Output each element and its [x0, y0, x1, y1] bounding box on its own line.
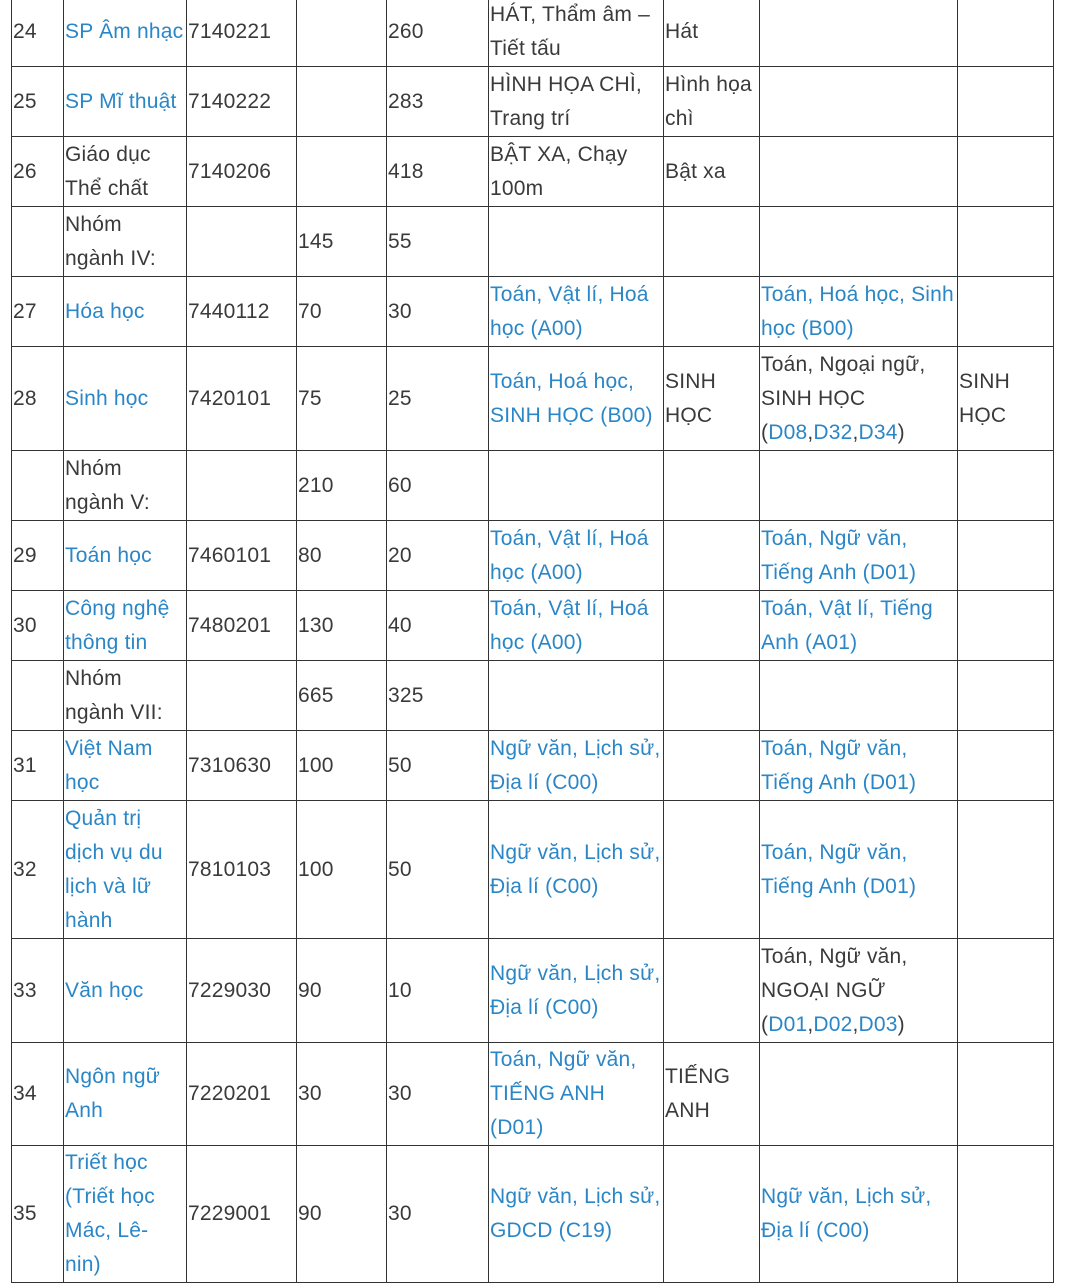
to-hop-1-cell[interactable]	[489, 1146, 664, 1283]
major-link[interactable]: Công nghệ thông tin	[65, 596, 170, 654]
subject-combo-link[interactable]: D01	[768, 1012, 808, 1036]
major-name: Nhóm ngành V:	[65, 456, 150, 514]
chi-tieu-1-cell	[297, 207, 387, 277]
subject-combo-text: ,	[807, 420, 814, 444]
mon-chinh-1-cell	[664, 0, 760, 67]
table-row	[12, 451, 1054, 521]
subject-combo-link[interactable]: D02	[813, 1012, 853, 1036]
mon-chinh-2-cell	[958, 939, 1054, 1043]
mon-chinh-2-cell	[958, 1043, 1054, 1146]
subject-combo-link[interactable]: Toán, Hoá học, Sinh học (B00)	[761, 282, 954, 340]
table-row	[12, 731, 1054, 801]
nganh-cell	[64, 137, 187, 207]
major-link[interactable]: Sinh học	[65, 386, 149, 410]
nganh-cell[interactable]	[64, 1146, 187, 1283]
chi-tieu-2-cell	[387, 451, 489, 521]
stt-cell	[12, 591, 64, 661]
table-row	[12, 801, 1054, 939]
ma-nganh-cell	[187, 939, 297, 1043]
chi-tieu-2-cell	[387, 347, 489, 451]
to-hop-1-cell	[489, 0, 664, 67]
quota-2: 50	[388, 753, 412, 777]
major-code: 7480201	[188, 613, 272, 637]
subject-combo-link[interactable]: D03	[858, 1012, 898, 1036]
ma-nganh-cell	[187, 661, 297, 731]
quota-2: 20	[388, 543, 412, 567]
major-link[interactable]: Ngôn ngữ Anh	[65, 1065, 161, 1122]
major-name: Nhóm ngành IV:	[65, 212, 156, 270]
quota-1: 75	[298, 386, 322, 410]
mon-chinh-1-cell	[664, 1043, 760, 1146]
mon-chinh-1-cell	[664, 801, 760, 939]
to-hop-2-cell	[760, 451, 958, 521]
major-link[interactable]: Toán học	[65, 543, 152, 567]
quota-1: 80	[298, 543, 322, 567]
nganh-cell[interactable]	[64, 67, 187, 137]
chi-tieu-2-cell	[387, 207, 489, 277]
chi-tieu-2-cell	[387, 731, 489, 801]
subject-combo-text: HÌNH HỌA CHÌ, Trang trí	[490, 72, 642, 130]
subject-combo-text: ,	[807, 1012, 814, 1036]
table-row	[12, 521, 1054, 591]
chi-tieu-2-cell	[387, 137, 489, 207]
quota-2: 25	[388, 386, 412, 410]
mon-chinh-2-cell	[958, 207, 1054, 277]
quota-1: 145	[298, 229, 334, 253]
nganh-cell[interactable]	[64, 939, 187, 1043]
chi-tieu-2-cell	[387, 661, 489, 731]
subject-combo-text: ,	[852, 1012, 859, 1036]
mon-chinh-2-cell	[958, 0, 1054, 67]
table-row	[12, 277, 1054, 347]
chi-tieu-1-cell	[297, 731, 387, 801]
stt-cell	[12, 277, 64, 347]
quota-2: 30	[388, 1202, 412, 1225]
to-hop-2-cell[interactable]	[760, 277, 958, 347]
stt-cell	[12, 451, 64, 521]
mon-chinh-2-cell	[958, 1146, 1054, 1283]
row-number: 29	[13, 543, 37, 567]
table-row	[12, 939, 1054, 1043]
row-number: 32	[13, 857, 37, 881]
subject-combo-link[interactable]: Toán, Vật lí, Hoá học (A00)	[490, 596, 649, 654]
to-hop-2-cell[interactable]	[760, 731, 958, 801]
main-subject-2: SINH HỌC	[959, 369, 1010, 427]
nganh-cell	[64, 451, 187, 521]
main-subject-1: TIẾNG ANH	[665, 1065, 731, 1122]
mon-chinh-2-cell	[958, 137, 1054, 207]
quota-2: 260	[388, 19, 424, 43]
to-hop-2-cell[interactable]	[760, 801, 958, 939]
chi-tieu-1-cell	[297, 939, 387, 1043]
chi-tieu-1-cell	[297, 277, 387, 347]
subject-combo-text: )	[897, 1012, 905, 1036]
nganh-cell[interactable]	[64, 521, 187, 591]
main-subject-1: Bật xa	[665, 159, 726, 183]
major-name: Nhóm ngành VII:	[65, 666, 163, 724]
row-number: 34	[13, 1082, 37, 1105]
nganh-cell[interactable]	[64, 591, 187, 661]
major-code: 7229001	[188, 1202, 272, 1225]
chi-tieu-1-cell	[297, 1043, 387, 1146]
to-hop-1-cell	[489, 207, 664, 277]
major-code: 7140222	[188, 89, 272, 113]
mon-chinh-2-cell	[958, 67, 1054, 137]
quota-1: 665	[298, 683, 334, 707]
table-row	[12, 1146, 1054, 1283]
table-row	[12, 591, 1054, 661]
to-hop-1-cell[interactable]	[489, 801, 664, 939]
nganh-cell	[64, 207, 187, 277]
quota-1: 130	[298, 613, 334, 637]
table-row	[12, 347, 1054, 451]
subject-combo-link[interactable]: Ngữ văn, Lịch sử, Địa lí (C00)	[761, 1185, 932, 1242]
quota-2: 30	[388, 1082, 412, 1105]
row-number: 31	[13, 753, 37, 777]
subject-combo-link[interactable]: D32	[813, 420, 853, 444]
chi-tieu-1-cell	[297, 67, 387, 137]
row-number: 26	[13, 159, 37, 183]
stt-cell	[12, 939, 64, 1043]
ma-nganh-cell	[187, 521, 297, 591]
table-row	[12, 137, 1054, 207]
subject-combo-link[interactable]: Ngữ văn, Lịch sử, GDCD (C19)	[490, 1185, 661, 1242]
chi-tieu-2-cell	[387, 1146, 489, 1283]
major-code: 7140221	[188, 19, 272, 43]
subject-combo-text: BẬT XA, Chạy 100m	[490, 142, 628, 200]
nganh-cell[interactable]	[64, 347, 187, 451]
mon-chinh-1-cell	[664, 347, 760, 451]
quota-2: 283	[388, 89, 424, 113]
mon-chinh-2-cell	[958, 801, 1054, 939]
quota-1: 100	[298, 857, 334, 881]
chi-tieu-2-cell	[387, 521, 489, 591]
to-hop-2-cell[interactable]	[760, 591, 958, 661]
table-row	[12, 661, 1054, 731]
to-hop-2-cell	[760, 67, 958, 137]
subject-combo-link[interactable]: Toán, Vật lí, Tiếng Anh (A01)	[761, 596, 933, 654]
mon-chinh-1-cell	[664, 661, 760, 731]
major-code: 7310630	[188, 753, 272, 777]
major-link[interactable]: Văn học	[65, 978, 144, 1002]
mon-chinh-1-cell	[664, 277, 760, 347]
row-number: 30	[13, 613, 37, 637]
mon-chinh-2-cell	[958, 661, 1054, 731]
subject-combo-text: ,	[852, 420, 859, 444]
main-subject-1: Hát	[665, 19, 699, 43]
stt-cell	[12, 137, 64, 207]
to-hop-2-cell[interactable]	[760, 347, 958, 451]
stt-cell	[12, 1043, 64, 1146]
ma-nganh-cell	[187, 347, 297, 451]
stt-cell	[12, 67, 64, 137]
to-hop-2-cell	[760, 1043, 958, 1146]
chi-tieu-1-cell	[297, 801, 387, 939]
to-hop-2-cell[interactable]	[760, 939, 958, 1043]
nganh-cell[interactable]	[64, 801, 187, 939]
chi-tieu-2-cell	[387, 801, 489, 939]
subject-combo-link[interactable]: Toán, Ngữ văn, TIẾNG ANH (D01)	[490, 1048, 637, 1139]
subject-combo-text: HÁT, Thẩm âm – Tiết tấu	[490, 2, 650, 60]
major-link[interactable]: Quản trị dịch vụ du lịch và lữ hành	[65, 806, 163, 932]
quota-1: 30	[298, 1082, 322, 1105]
admissions-table	[11, 0, 1054, 1283]
ma-nganh-cell	[187, 67, 297, 137]
quota-1: 90	[298, 1202, 322, 1225]
ma-nganh-cell	[187, 451, 297, 521]
mon-chinh-1-cell	[664, 137, 760, 207]
to-hop-1-cell[interactable]	[489, 1043, 664, 1146]
stt-cell	[12, 521, 64, 591]
quota-1: 100	[298, 753, 334, 777]
quota-2: 60	[388, 473, 412, 497]
row-number: 27	[13, 299, 37, 323]
major-code: 7220201	[188, 1082, 272, 1105]
chi-tieu-2-cell	[387, 67, 489, 137]
mon-chinh-1-cell	[664, 1146, 760, 1283]
to-hop-1-cell[interactable]	[489, 521, 664, 591]
to-hop-2-cell	[760, 661, 958, 731]
to-hop-1-cell[interactable]	[489, 347, 664, 451]
table-row	[12, 1043, 1054, 1146]
to-hop-1-cell[interactable]	[489, 277, 664, 347]
mon-chinh-2-cell	[958, 347, 1054, 451]
stt-cell	[12, 207, 64, 277]
major-code: 7140206	[188, 159, 272, 183]
quota-2: 325	[388, 683, 424, 707]
subject-combo-link[interactable]: D34	[858, 420, 898, 444]
table-row	[12, 207, 1054, 277]
ma-nganh-cell	[187, 1043, 297, 1146]
mon-chinh-2-cell	[958, 277, 1054, 347]
admissions-table-wrapper	[11, 0, 1054, 1283]
subject-combo-text: Toán, Ngữ văn, NGOẠI NGỮ (	[761, 944, 908, 1036]
stt-cell	[12, 731, 64, 801]
chi-tieu-1-cell	[297, 451, 387, 521]
to-hop-1-cell[interactable]	[489, 731, 664, 801]
subject-combo-link[interactable]: D08	[768, 420, 808, 444]
table-row	[12, 67, 1054, 137]
ma-nganh-cell	[187, 277, 297, 347]
quota-2: 10	[388, 978, 412, 1002]
mon-chinh-1-cell	[664, 521, 760, 591]
subject-combo-link[interactable]: Toán, Hoá học, SINH HỌC (B00)	[490, 369, 653, 427]
quota-2: 30	[388, 299, 412, 323]
subject-combo-link[interactable]: Toán, Ngữ văn, Tiếng Anh (D01)	[761, 736, 917, 794]
chi-tieu-1-cell	[297, 347, 387, 451]
chi-tieu-2-cell	[387, 0, 489, 67]
chi-tieu-2-cell	[387, 277, 489, 347]
to-hop-2-cell	[760, 0, 958, 67]
row-number: 33	[13, 978, 37, 1002]
nganh-cell[interactable]	[64, 277, 187, 347]
chi-tieu-1-cell	[297, 137, 387, 207]
row-number: 28	[13, 386, 37, 410]
major-link[interactable]: Việt Nam học	[65, 736, 153, 794]
chi-tieu-2-cell	[387, 1043, 489, 1146]
subject-combo-link[interactable]: Toán, Ngữ văn, Tiếng Anh (D01)	[761, 840, 917, 898]
subject-combo-link[interactable]: Ngữ văn, Lịch sử, Địa lí (C00)	[490, 840, 661, 898]
nganh-cell[interactable]	[64, 731, 187, 801]
major-code: 7810103	[188, 857, 272, 881]
ma-nganh-cell	[187, 207, 297, 277]
subject-combo-link[interactable]: Toán, Vật lí, Hoá học (A00)	[490, 526, 649, 584]
quota-2: 50	[388, 857, 412, 881]
quota-1: 210	[298, 473, 334, 497]
major-link[interactable]: Triết học (Triết học Mác, Lê-nin)	[65, 1151, 155, 1276]
major-code: 7229030	[188, 978, 272, 1002]
quota-2: 418	[388, 159, 424, 183]
mon-chinh-2-cell	[958, 521, 1054, 591]
stt-cell	[12, 661, 64, 731]
row-number: 35	[13, 1202, 37, 1225]
to-hop-2-cell	[760, 137, 958, 207]
to-hop-1-cell[interactable]	[489, 939, 664, 1043]
major-code: 7420101	[188, 386, 272, 410]
to-hop-1-cell	[489, 137, 664, 207]
ma-nganh-cell	[187, 731, 297, 801]
to-hop-1-cell	[489, 67, 664, 137]
subject-combo-link[interactable]: Toán, Vật lí, Hoá học (A00)	[490, 282, 649, 340]
major-code: 7440112	[188, 299, 270, 323]
mon-chinh-2-cell	[958, 731, 1054, 801]
ma-nganh-cell	[187, 591, 297, 661]
to-hop-2-cell	[760, 207, 958, 277]
mon-chinh-1-cell	[664, 451, 760, 521]
ma-nganh-cell	[187, 1146, 297, 1283]
ma-nganh-cell	[187, 137, 297, 207]
to-hop-2-cell[interactable]	[760, 1146, 958, 1283]
ma-nganh-cell	[187, 0, 297, 67]
nganh-cell[interactable]	[64, 1043, 187, 1146]
to-hop-1-cell	[489, 451, 664, 521]
subject-combo-link[interactable]: Ngữ văn, Lịch sử, Địa lí (C00)	[490, 736, 661, 794]
table-row	[12, 0, 1054, 67]
to-hop-2-cell[interactable]	[760, 521, 958, 591]
subject-combo-text: Toán, Ngoại ngữ, SINH HỌC (	[761, 352, 926, 444]
mon-chinh-2-cell	[958, 451, 1054, 521]
chi-tieu-1-cell	[297, 1146, 387, 1283]
chi-tieu-1-cell	[297, 0, 387, 67]
major-link[interactable]: SP Mĩ thuật	[65, 89, 177, 113]
row-number: 24	[13, 19, 37, 43]
major-link[interactable]: SP Âm nhạc	[65, 19, 184, 43]
quota-1: 70	[298, 299, 322, 323]
nganh-cell	[64, 661, 187, 731]
chi-tieu-1-cell	[297, 591, 387, 661]
to-hop-1-cell[interactable]	[489, 591, 664, 661]
subject-combo-link[interactable]: Toán, Ngữ văn, Tiếng Anh (D01)	[761, 526, 917, 584]
main-subject-1: SINH HỌC	[665, 369, 716, 427]
row-number: 25	[13, 89, 37, 113]
chi-tieu-1-cell	[297, 661, 387, 731]
chi-tieu-1-cell	[297, 521, 387, 591]
mon-chinh-2-cell	[958, 591, 1054, 661]
mon-chinh-1-cell	[664, 67, 760, 137]
chi-tieu-2-cell	[387, 939, 489, 1043]
main-subject-1: Hình họa chì	[665, 72, 752, 130]
quota-2: 55	[388, 229, 412, 253]
to-hop-1-cell	[489, 661, 664, 731]
ma-nganh-cell	[187, 801, 297, 939]
table-body	[12, 0, 1054, 1283]
mon-chinh-1-cell	[664, 591, 760, 661]
stt-cell	[12, 801, 64, 939]
stt-cell	[12, 1146, 64, 1283]
subject-combo-text: )	[897, 420, 905, 444]
quota-1: 90	[298, 978, 322, 1002]
subject-combo-link[interactable]: Ngữ văn, Lịch sử, Địa lí (C00)	[490, 961, 661, 1019]
nganh-cell[interactable]	[64, 0, 187, 67]
mon-chinh-1-cell	[664, 731, 760, 801]
mon-chinh-1-cell	[664, 207, 760, 277]
major-code: 7460101	[188, 543, 272, 567]
stt-cell	[12, 0, 64, 67]
stt-cell	[12, 347, 64, 451]
major-name: Giáo dục Thể chất	[65, 142, 151, 200]
mon-chinh-1-cell	[664, 939, 760, 1043]
major-link[interactable]: Hóa học	[65, 299, 145, 323]
quota-2: 40	[388, 613, 412, 637]
chi-tieu-2-cell	[387, 591, 489, 661]
